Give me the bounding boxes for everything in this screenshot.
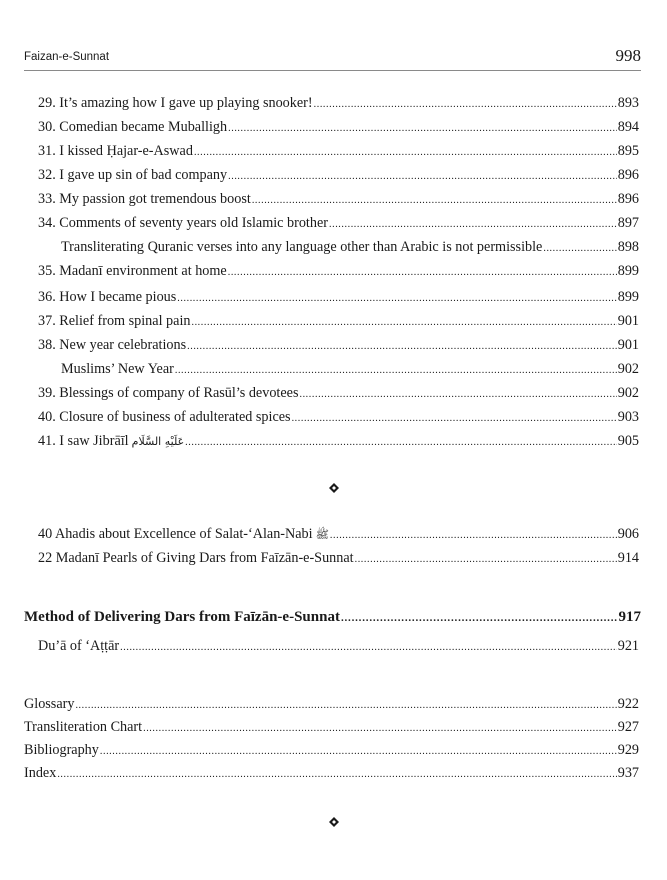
toc-entry-title: 30. Comedian became Muballigh (38, 119, 228, 135)
running-header (24, 44, 641, 71)
toc-entry-title: Transliterating Quranic verses into any language other than Arabic is not permissible (61, 239, 543, 255)
dot-leader (100, 741, 617, 759)
toc-chapter-heading[interactable] (24, 608, 641, 626)
toc-entry-page: 901 (617, 313, 639, 329)
toc-entry-title: 40. Closure of business of adulterated spices (38, 409, 291, 425)
dot-leader (175, 360, 617, 378)
toc-entry-page: 899 (617, 263, 639, 279)
dot-leader (75, 695, 616, 713)
toc-entry-page: 899 (617, 289, 639, 305)
toc-entry-title: 33. My passion got tremendous boost (38, 191, 251, 207)
toc-entry[interactable] (38, 637, 639, 655)
toc-subentry[interactable] (61, 360, 639, 378)
toc-entry-title: 34. Comments of seventy years old Islamic brother (38, 215, 328, 231)
toc-entry[interactable] (38, 166, 639, 184)
toc-entry-page: 895 (617, 143, 639, 159)
toc-entry[interactable] (38, 262, 639, 280)
toc-entry-title: Bibliography (24, 742, 99, 758)
toc-entry-title: Transliteration Chart (24, 719, 143, 735)
toc-entry[interactable] (38, 432, 639, 450)
toc-entry[interactable] (38, 118, 639, 136)
dot-leader (543, 238, 616, 256)
dot-leader (191, 312, 616, 330)
dot-leader (252, 190, 617, 208)
dot-leader (187, 336, 617, 354)
toc-entry-page: 917 (618, 609, 641, 625)
dot-leader (314, 94, 617, 112)
toc-entry-page: 898 (617, 239, 639, 255)
toc-entry-page: 922 (617, 696, 639, 712)
toc-entry-title: 40 Ahadis about Excellence of Salat-‘Alan-Nabi (38, 526, 313, 542)
toc-entry-title: Du’ā of ‘Aṭṭār (38, 638, 120, 654)
toc-entry-title: 31. I kissed Ḥajar-e-Aswad (38, 143, 193, 159)
toc-entry-title: Muslims’ New Year (61, 361, 174, 377)
dot-leader (228, 166, 617, 184)
toc-entry[interactable] (38, 525, 639, 543)
toc-entry-page: 905 (617, 433, 639, 449)
toc-entry-title: Index (24, 765, 57, 781)
toc-entry[interactable] (38, 384, 639, 402)
book-title: Faizan-e-Sunnat (24, 51, 110, 63)
toc-entry[interactable] (38, 190, 639, 208)
toc-subentry[interactable] (61, 238, 639, 256)
toc-entry-page: 893 (617, 95, 639, 111)
dot-leader (177, 288, 616, 306)
toc-entry[interactable] (38, 142, 639, 160)
diamond-ornament-icon (329, 483, 339, 493)
diamond-ornament-icon (329, 817, 339, 827)
toc-entry-title: 35. Madanī environment at home (38, 263, 227, 279)
dot-leader (299, 384, 616, 402)
dot-leader (194, 142, 617, 160)
toc-entry[interactable] (38, 312, 639, 330)
toc-backmatter-entry[interactable] (24, 741, 639, 759)
toc-entry-page: 914 (617, 550, 639, 566)
page-number: 998 (615, 46, 641, 65)
toc-entry-title: Method of Delivering Dars from Faīzān-e-Sunnat (24, 609, 340, 625)
toc-entry[interactable] (38, 336, 639, 354)
toc-entry-page: 896 (617, 167, 639, 183)
toc-entry-title: 39. Blessings of company of Rasūl’s devotees (38, 385, 299, 401)
dot-leader (143, 718, 617, 736)
toc-entry-page: 906 (617, 526, 639, 542)
dot-leader (57, 764, 616, 782)
dot-leader (355, 549, 617, 567)
toc-entry-page: 903 (617, 409, 639, 425)
toc-entry-page: 929 (617, 742, 639, 758)
toc-entry-page: 937 (617, 765, 639, 781)
toc-entry-title: 22 Madanī Pearls of Giving Dars from Faīzān-e-Sunnat (38, 550, 354, 566)
dot-leader (330, 525, 617, 543)
toc-entry-page: 927 (617, 719, 639, 735)
dot-leader (292, 408, 617, 426)
arabic-honorific: ﷺ (315, 528, 329, 541)
toc-backmatter-entry[interactable] (24, 764, 639, 782)
toc-entry-title: 41. I saw Jibrāīl (38, 433, 129, 449)
toc-entry-page: 897 (617, 215, 639, 231)
dot-leader (228, 262, 617, 280)
dot-leader (228, 118, 617, 136)
toc-entry[interactable] (38, 549, 639, 567)
toc-entry-page: 902 (617, 385, 639, 401)
dot-leader (185, 432, 617, 450)
toc-backmatter-entry[interactable] (24, 718, 639, 736)
toc-entry[interactable] (38, 214, 639, 232)
toc-entry-title: Glossary (24, 696, 75, 712)
toc-entry[interactable] (38, 288, 639, 306)
dot-leader (329, 214, 617, 232)
toc-entry[interactable] (38, 408, 639, 426)
toc-entry-page: 896 (617, 191, 639, 207)
toc-entry-title: 38. New year celebrations (38, 337, 187, 353)
toc-entry-page: 894 (617, 119, 639, 135)
dot-leader (120, 637, 617, 655)
toc-entry-title: 32. I gave up sin of bad company (38, 167, 228, 183)
toc-entry-title: 36. How I became pious (38, 289, 177, 305)
toc-backmatter-entry[interactable] (24, 695, 639, 713)
dot-leader (341, 608, 618, 626)
toc-entry-title: 29. It’s amazing how I gave up playing snooker! (38, 95, 313, 111)
toc-entry[interactable] (38, 94, 639, 112)
toc-entry-title: 37. Relief from spinal pain (38, 313, 191, 329)
toc-entry-page: 902 (617, 361, 639, 377)
toc-entry-page: 921 (617, 638, 639, 654)
toc-entry-page: 901 (617, 337, 639, 353)
arabic-honorific: عَلَيْهِ السَّلَام (131, 435, 185, 448)
